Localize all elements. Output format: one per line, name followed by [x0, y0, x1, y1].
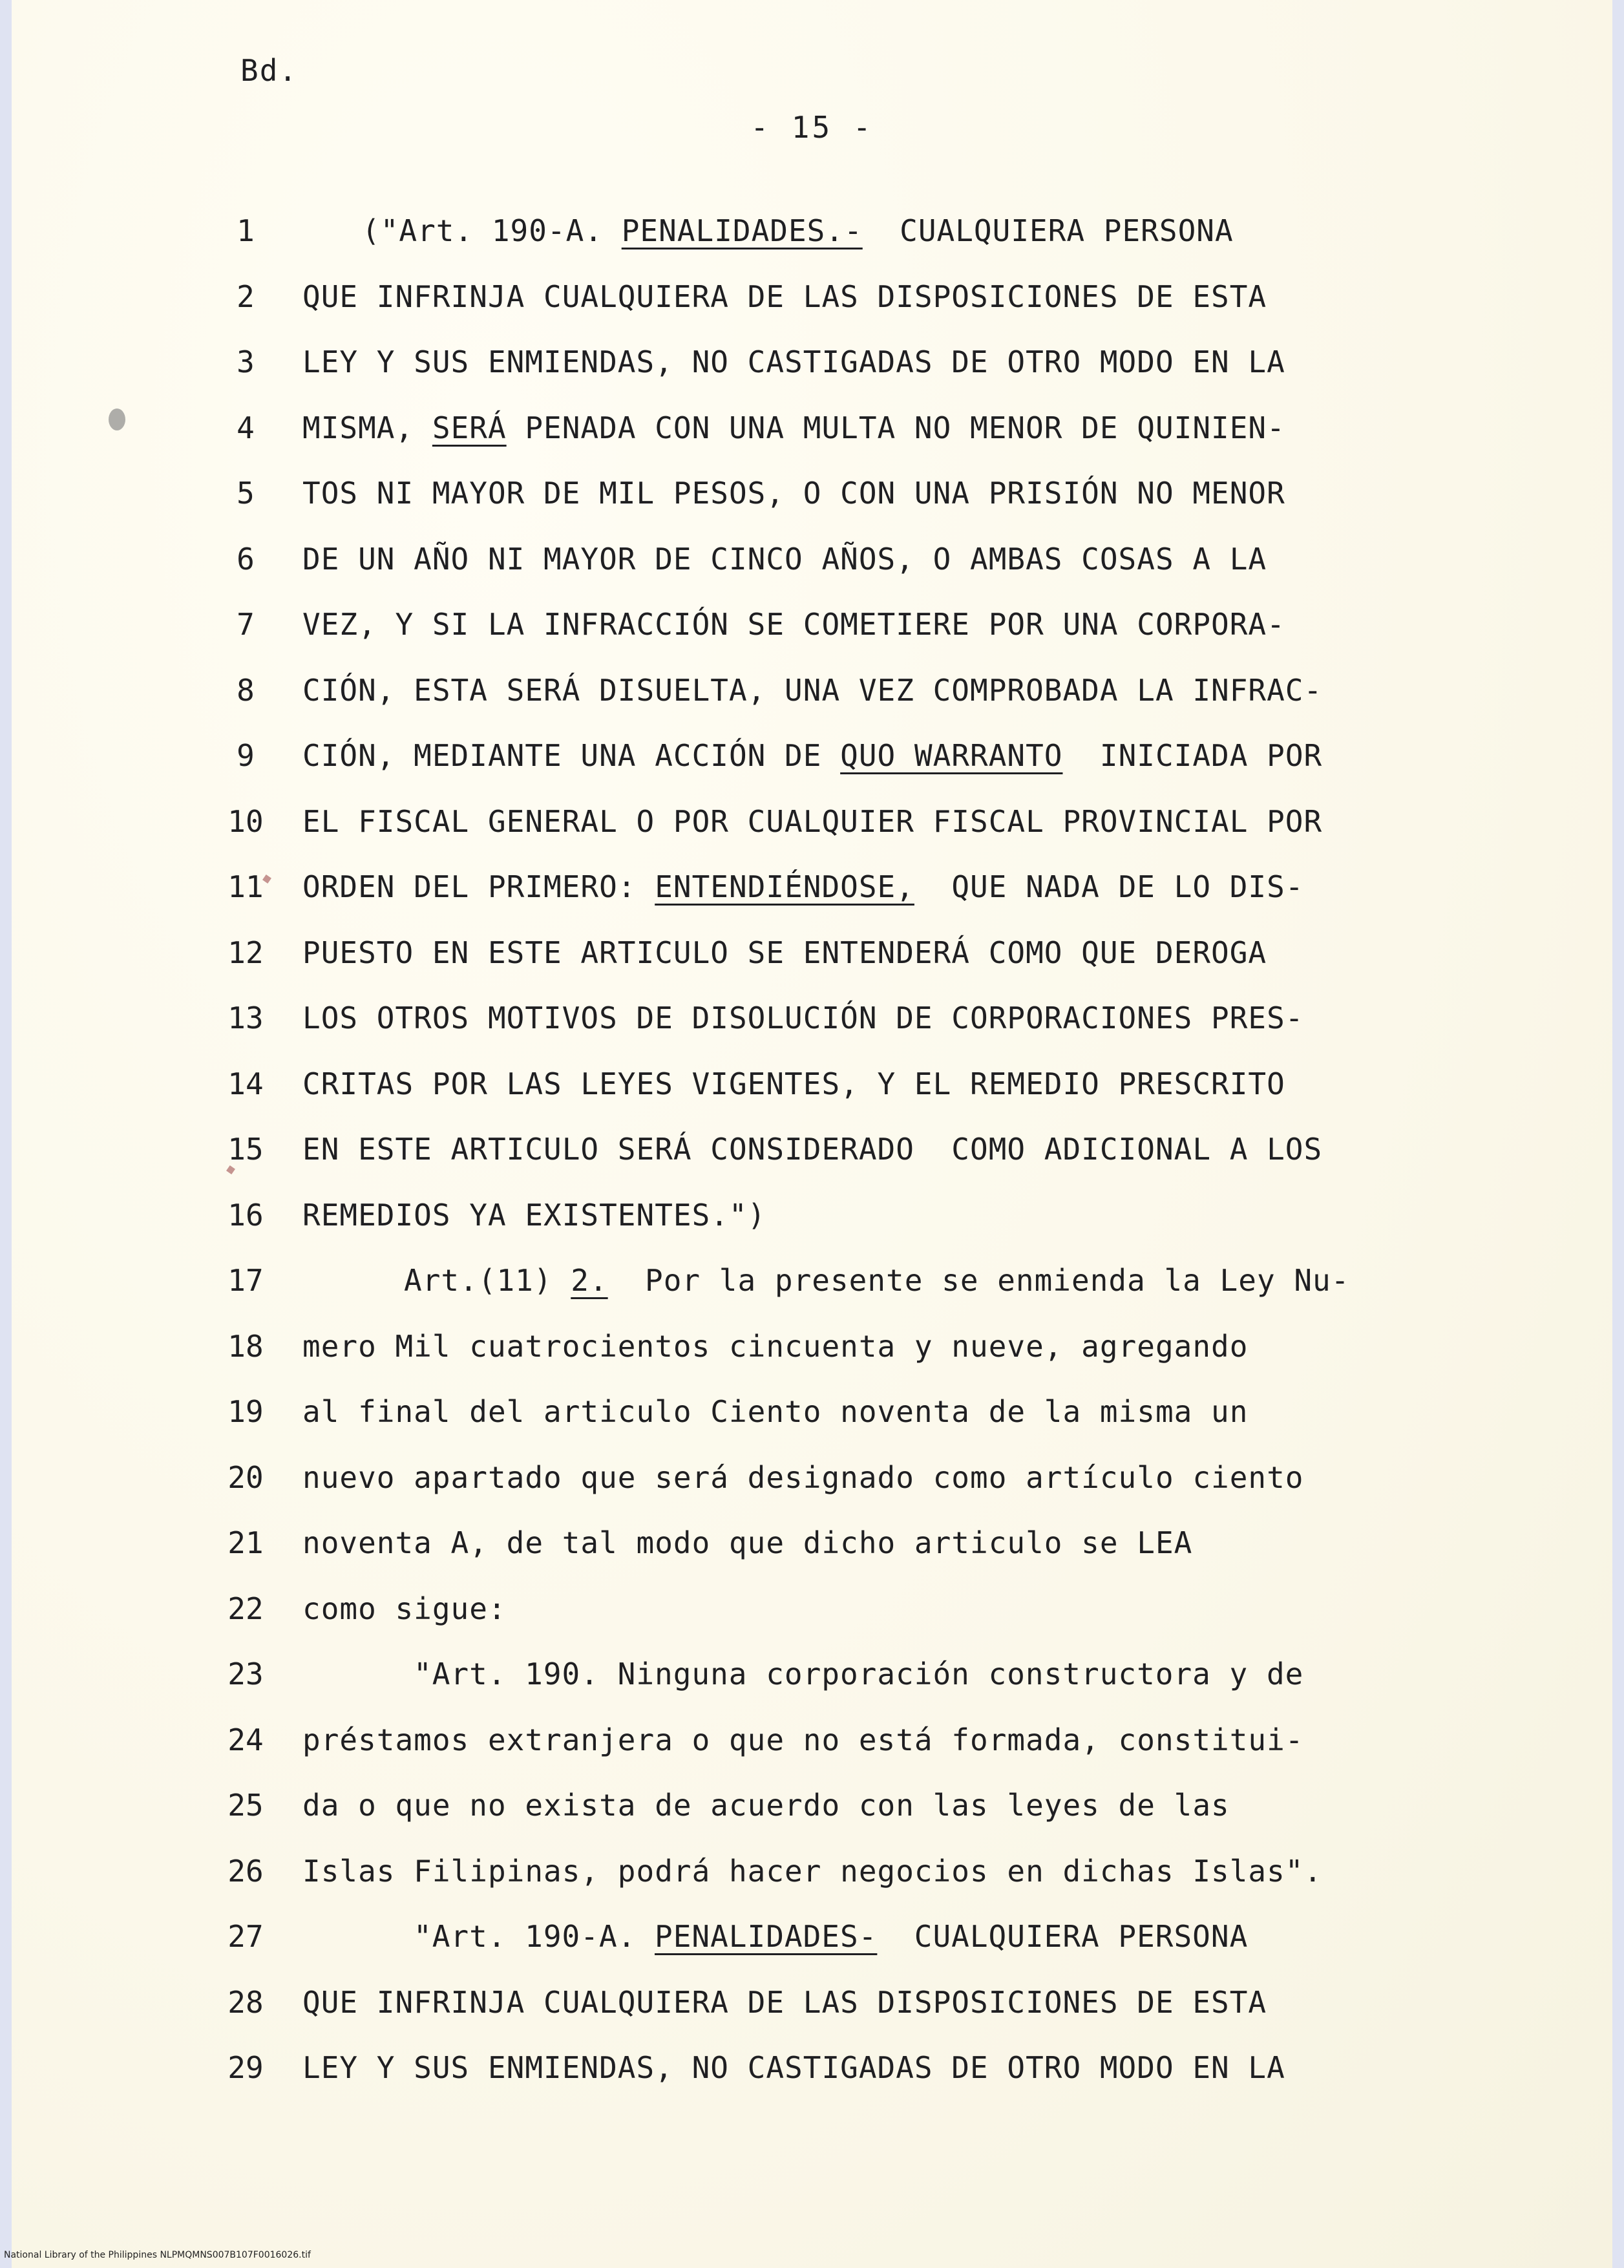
text-segment: al final del articulo Ciento noventa de la misma un [302, 1394, 1249, 1429]
text-line [302, 1329, 1248, 1364]
line-number: 11 [227, 869, 264, 904]
text-segment: ORDEN DEL PRIMERO: [302, 869, 655, 904]
text-segment: como sigue: [302, 1591, 507, 1626]
line-number: 10 [227, 804, 264, 839]
text-segment: TOS NI MAYOR DE MIL PESOS, O CON UNA PRISIÓN NO MENOR [302, 476, 1285, 511]
text-segment: LEY Y SUS ENMIENDAS, NO CASTIGADAS DE OTRO MODO EN LA [302, 344, 1285, 379]
text-line [302, 2050, 1285, 2085]
text-segment: da o que no exista de acuerdo con las leyes de las [302, 1788, 1230, 1823]
underlined-term: 2. [571, 1263, 608, 1298]
text-line [302, 410, 1285, 445]
text-line [302, 1591, 507, 1626]
text-line [404, 1263, 1349, 1298]
underlined-term: SERÁ [432, 410, 507, 445]
text-line [302, 1001, 1304, 1035]
text-line [302, 1394, 1248, 1429]
text-segment: REMEDIOS YA EXISTENTES.") [302, 1198, 766, 1233]
line-number: 24 [227, 1722, 264, 1757]
line-number: 23 [227, 1657, 264, 1691]
text-line [302, 1460, 1304, 1495]
text-line [302, 1198, 766, 1233]
text-line [302, 1066, 1285, 1101]
text-segment: préstamos extranjera o que no está formada, constitui- [302, 1722, 1304, 1757]
text-line [414, 1657, 1303, 1691]
text-segment: CUALQUIERA PERSONA [877, 1919, 1249, 1954]
text-segment: "Art. 190-A. [414, 1919, 655, 1954]
text-line [414, 1919, 1248, 1954]
text-segment: ("Art. 190-A. [362, 213, 622, 248]
text-segment: EN ESTE ARTICULO SERÁ CONSIDERADO COMO ADICIONAL A LOS [302, 1132, 1323, 1167]
underlined-term: PENALIDADES.- [621, 213, 863, 248]
text-segment: "Art. 190. Ninguna corporación constructora y de [414, 1657, 1304, 1691]
text-segment: Art.(11) [404, 1263, 571, 1298]
text-segment: CIÓN, ESTA SERÁ DISUELTA, UNA VEZ COMPROBADA LA INFRAC- [302, 673, 1323, 708]
text-line [302, 935, 1267, 970]
line-number: 3 [237, 344, 255, 379]
line-number: 12 [227, 935, 264, 970]
line-number: 28 [227, 1985, 264, 2020]
line-number: 5 [237, 476, 255, 511]
text-line [302, 542, 1267, 577]
text-segment: DE UN AÑO NI MAYOR DE CINCO AÑOS, O AMBAS COSAS A LA [302, 542, 1267, 577]
text-line [302, 607, 1285, 642]
text-segment: PENADA CON UNA MULTA NO MENOR DE QUINIEN- [506, 410, 1285, 445]
line-number: 6 [237, 542, 255, 577]
text-segment: noventa A, de tal modo que dicho articulo se LEA [302, 1525, 1193, 1560]
text-segment: QUE INFRINJA CUALQUIERA DE LAS DISPOSICIONES DE ESTA [302, 1985, 1267, 2020]
line-number: 27 [227, 1919, 264, 1954]
header-code: Bd. [240, 53, 299, 88]
underlined-term: QUO WARRANTO [840, 738, 1063, 773]
text-segment: QUE INFRINJA CUALQUIERA DE LAS DISPOSICIONES DE ESTA [302, 279, 1267, 314]
text-segment: CUALQUIERA PERSONA [862, 213, 1234, 248]
line-number: 14 [227, 1066, 264, 1101]
text-line [302, 344, 1285, 379]
line-number: 1 [237, 213, 255, 248]
line-number: 26 [227, 1854, 264, 1889]
text-line [302, 279, 1267, 314]
text-line [302, 1854, 1322, 1889]
line-number: 18 [227, 1329, 264, 1364]
line-number: 4 [237, 410, 255, 445]
text-line [302, 476, 1285, 511]
text-segment: mero Mil cuatrocientos cincuenta y nueve, agregando [302, 1329, 1249, 1364]
scan-edge-right [1612, 0, 1624, 2268]
text-segment: nuevo apartado que será designado como artículo ciento [302, 1460, 1304, 1495]
text-segment: Islas Filipinas, podrá hacer negocios en dichas Islas". [302, 1854, 1323, 1889]
text-segment: MISMA, [302, 410, 432, 445]
line-number: 16 [227, 1198, 264, 1233]
text-segment: QUE NADA DE LO DIS- [914, 869, 1304, 904]
text-segment: LEY Y SUS ENMIENDAS, NO CASTIGADAS DE OTRO MODO EN LA [302, 2050, 1285, 2085]
text-segment: Por la presente se enmienda la Ley Nu- [607, 1263, 1350, 1298]
line-number: 13 [227, 1001, 264, 1035]
text-line [302, 1985, 1267, 2020]
text-line [302, 1132, 1322, 1167]
underlined-term: PENALIDADES- [655, 1919, 878, 1954]
ink-mark [226, 1165, 235, 1174]
ink-smudge [109, 408, 125, 430]
text-line [302, 1525, 1192, 1560]
text-segment: VEZ, Y SI LA INFRACCIÓN SE COMETIERE POR UNA CORPORA- [302, 607, 1285, 642]
archive-footer: National Library of the Philippines NLPMQMNS007B107F0016026.tif [4, 2250, 311, 2260]
line-number: 20 [227, 1460, 264, 1495]
text-line [302, 673, 1322, 708]
line-number: 21 [227, 1525, 264, 1560]
line-number: 22 [227, 1591, 264, 1626]
line-number: 19 [227, 1394, 264, 1429]
text-line [302, 738, 1322, 773]
line-number: 2 [237, 279, 255, 314]
text-segment: PUESTO EN ESTE ARTICULO SE ENTENDERÁ COMO QUE DEROGA [302, 935, 1267, 970]
text-line [302, 1788, 1230, 1823]
line-number: 7 [237, 607, 255, 642]
line-number: 25 [227, 1788, 264, 1823]
page-number: - 15 - [750, 110, 874, 145]
line-number: 29 [227, 2050, 264, 2085]
text-segment: INICIADA POR [1062, 738, 1323, 773]
line-number: 15 [227, 1132, 264, 1167]
text-line [302, 804, 1322, 839]
underlined-term: ENTENDIÉNDOSE, [655, 869, 914, 904]
line-number: 17 [227, 1263, 264, 1298]
text-segment: EL FISCAL GENERAL O POR CUALQUIER FISCAL PROVINCIAL POR [302, 804, 1323, 839]
text-line [302, 1722, 1304, 1757]
text-line [362, 213, 1234, 248]
line-number: 8 [237, 673, 255, 708]
text-segment: LOS OTROS MOTIVOS DE DISOLUCIÓN DE CORPORACIONES PRES- [302, 1001, 1304, 1035]
scan-edge-left [0, 0, 12, 2268]
text-segment: CIÓN, MEDIANTE UNA ACCIÓN DE [302, 738, 841, 773]
text-line [302, 869, 1304, 904]
text-segment: CRITAS POR LAS LEYES VIGENTES, Y EL REMEDIO PRESCRITO [302, 1066, 1285, 1101]
line-number: 9 [237, 738, 255, 773]
